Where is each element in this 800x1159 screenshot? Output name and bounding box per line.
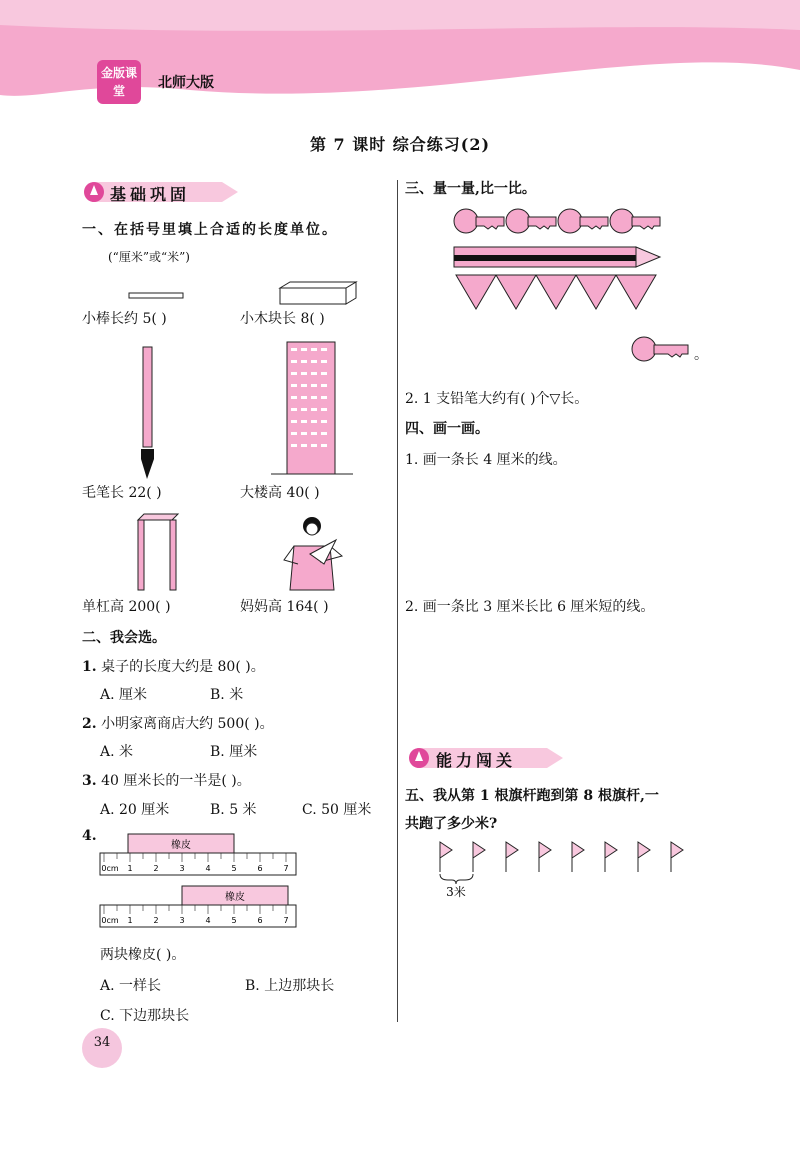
q1-item-block: 小木块长 8( ) bbox=[240, 311, 325, 327]
q2-1-option-b[interactable]: B. 米 bbox=[210, 687, 244, 703]
q1-item-building: 大楼高 40( ) bbox=[240, 485, 320, 501]
q5-line1: 五、我从第 1 根旗杆跑到第 8 根旗杆,一 bbox=[405, 788, 659, 804]
ruler-bottom-label-0: 0cm bbox=[101, 916, 119, 925]
q2-3-text: 40 厘米长的一半是( )。 bbox=[101, 773, 251, 789]
measure-figure bbox=[452, 205, 667, 313]
q2-1-question bbox=[82, 656, 265, 676]
ruler-figure-bottom bbox=[98, 884, 298, 930]
key-icon bbox=[610, 209, 660, 233]
q2-3-option-a[interactable]: A. 20 厘米 bbox=[100, 802, 170, 818]
ruler-top-label-5: 5 bbox=[231, 864, 237, 873]
page-title: 第 7 课时 综合练习(2) bbox=[309, 135, 491, 154]
key-icon bbox=[558, 209, 608, 233]
q1-heading: 一、在括号里填上合适的长度单位。 bbox=[82, 222, 338, 238]
triangle-icon bbox=[496, 275, 536, 309]
q2-2-text: 小明家离商店大约 500( )。 bbox=[101, 716, 274, 732]
flag-icon bbox=[638, 842, 650, 872]
horizontal-bar-icon bbox=[134, 512, 180, 592]
ruler-top-label-1: 1 bbox=[127, 864, 133, 873]
ruler-bottom-label-4: 4 bbox=[205, 916, 211, 925]
q2-2-option-a[interactable]: A. 米 bbox=[100, 744, 134, 760]
q2-1-num: 1. bbox=[82, 659, 97, 675]
ruler-bottom-label-5: 5 bbox=[231, 916, 237, 925]
section-badge-basics-label: 基础巩固 bbox=[110, 185, 191, 204]
q2-4-num: 4. bbox=[82, 828, 97, 844]
flag-icon bbox=[671, 842, 683, 872]
pencil-icon bbox=[454, 247, 660, 267]
ruler-top-label-4: 4 bbox=[205, 864, 211, 873]
ruler-top-label-3: 3 bbox=[179, 864, 185, 873]
column-divider bbox=[397, 180, 398, 1022]
q2-3-num: 3. bbox=[82, 773, 97, 789]
ruler-top-label-2: 2 bbox=[153, 864, 159, 873]
page-number: 34 bbox=[82, 1028, 122, 1068]
ruler-top-label-0: 0cm bbox=[101, 864, 119, 873]
q2-4-option-a[interactable]: A. 一样长 bbox=[100, 978, 162, 994]
q1-item-mom: 妈妈高 164( ) bbox=[240, 599, 329, 615]
ruler-bottom-label-3: 3 bbox=[179, 916, 185, 925]
q2-4-option-b[interactable]: B. 上边那块长 bbox=[245, 978, 335, 994]
ruler-top-label-6: 6 bbox=[257, 864, 263, 873]
flags-figure bbox=[434, 838, 684, 898]
triangle-icon bbox=[576, 275, 616, 309]
flag-icon bbox=[506, 842, 518, 872]
q4-2-text: 2. 画一条比 3 厘米长比 6 厘米短的线。 bbox=[405, 599, 655, 615]
section-badge-ability-label: 能力闯关 bbox=[436, 751, 517, 770]
stick-icon bbox=[128, 292, 184, 300]
key-icon bbox=[630, 335, 692, 363]
q2-1-text: 桌子的长度大约是 80( )。 bbox=[101, 659, 265, 675]
flag-icon bbox=[440, 842, 452, 872]
q2-heading: 二、我会选。 bbox=[82, 630, 166, 646]
q1-item-brush: 毛笔长 22( ) bbox=[82, 485, 162, 501]
q4-heading: 四、画一画。 bbox=[405, 421, 489, 437]
ruler-top-label-7: 7 bbox=[283, 864, 289, 873]
ruler-figure-top bbox=[98, 832, 298, 878]
eraser-bottom-label: 橡皮 bbox=[225, 892, 245, 903]
edition-label: 北师大版 bbox=[158, 75, 214, 91]
flag-icon bbox=[539, 842, 551, 872]
q1-item-stick: 小棒长约 5( ) bbox=[82, 311, 167, 327]
q5-line2: 共跑了多少米? bbox=[405, 816, 498, 832]
key-icon bbox=[454, 209, 504, 233]
wood-block-icon bbox=[278, 280, 358, 306]
eraser-top-label: 橡皮 bbox=[171, 840, 191, 851]
q1-hint: (“厘米”或“米”) bbox=[108, 250, 190, 264]
publisher-logo: 金版课堂 bbox=[97, 60, 141, 104]
gap-brace bbox=[440, 874, 473, 884]
flag-icon bbox=[572, 842, 584, 872]
flag-icon bbox=[473, 842, 485, 872]
building-icon bbox=[271, 338, 353, 476]
ruler-bottom-label-1: 1 bbox=[127, 916, 133, 925]
q2-2-num: 2. bbox=[82, 716, 97, 732]
key-icon bbox=[506, 209, 556, 233]
mother-figure-icon bbox=[280, 512, 344, 592]
brush-icon bbox=[136, 345, 160, 481]
q2-1-option-a[interactable]: A. 厘米 bbox=[100, 687, 148, 703]
triangle-icon bbox=[616, 275, 656, 309]
q3-2-text: 2. 1 支铅笔大约有( )个▽长。 bbox=[405, 391, 589, 407]
q2-4-option-c[interactable]: C. 下边那块长 bbox=[100, 1008, 190, 1024]
ruler-bottom-label-7: 7 bbox=[283, 916, 289, 925]
triangle-icon bbox=[536, 275, 576, 309]
ruler-bottom-label-6: 6 bbox=[257, 916, 263, 925]
triangle-icon bbox=[456, 275, 496, 309]
flag-icon bbox=[605, 842, 617, 872]
q2-2-question bbox=[82, 713, 274, 733]
q3-heading: 三、量一量,比一比。 bbox=[405, 181, 536, 197]
q1-item-bar: 单杠高 200( ) bbox=[82, 599, 171, 615]
q2-3-question bbox=[82, 770, 251, 790]
q2-4-question: 两块橡皮( )。 bbox=[100, 947, 186, 963]
q4-1-text: 1. 画一条长 4 厘米的线。 bbox=[405, 452, 567, 468]
q2-2-option-b[interactable]: B. 厘米 bbox=[210, 744, 258, 760]
ruler-bottom-label-2: 2 bbox=[153, 916, 159, 925]
gap-label: 3米 bbox=[446, 885, 466, 898]
q3-1-end: 。 bbox=[694, 347, 708, 363]
q2-3-option-c[interactable]: C. 50 厘米 bbox=[302, 802, 372, 818]
q2-3-option-b[interactable]: B. 5 米 bbox=[210, 802, 257, 818]
